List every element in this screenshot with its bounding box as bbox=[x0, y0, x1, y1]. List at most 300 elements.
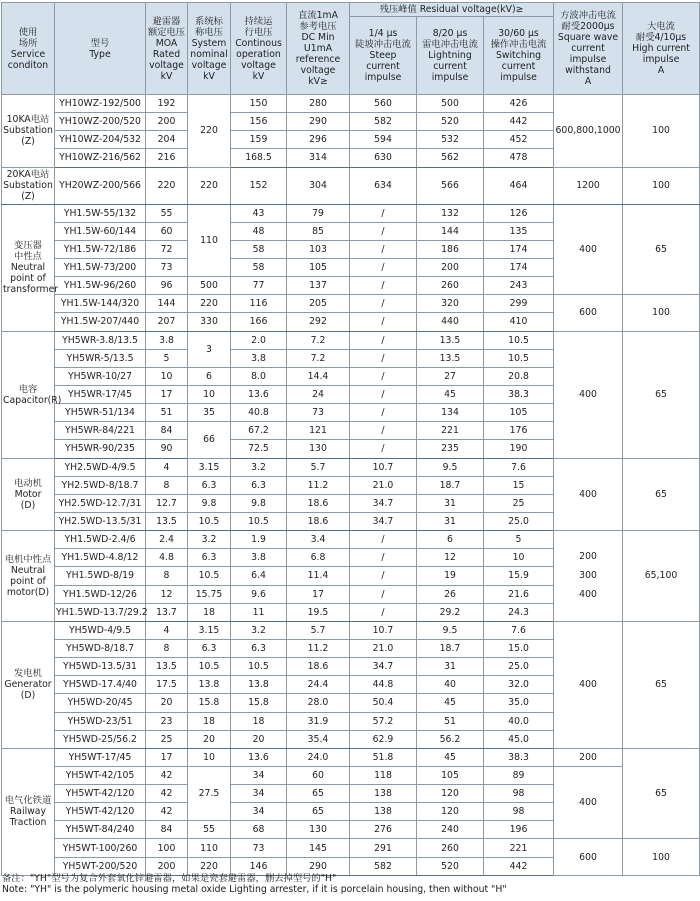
lightning-residual-cell: 235 bbox=[417, 440, 484, 458]
header-line: voltage bbox=[191, 59, 227, 71]
lightning-residual-cell: 31 bbox=[417, 494, 484, 512]
dc-reference-cell: 280 bbox=[287, 95, 350, 113]
square-wave-cell: 400 bbox=[554, 458, 623, 531]
continuous-voltage-cell: 13.6 bbox=[231, 385, 287, 403]
model-cell: YH1.5W-73/200 bbox=[55, 258, 146, 276]
rated-voltage-cell: 8 bbox=[146, 567, 188, 585]
steep-residual-cell: / bbox=[350, 222, 417, 240]
rated-voltage-cell: 200 bbox=[146, 857, 188, 875]
model-cell: YH5WR-17/45 bbox=[55, 385, 146, 403]
header-line: 场所 bbox=[18, 37, 38, 49]
steep-residual-cell: / bbox=[350, 349, 417, 367]
header-line: current bbox=[433, 61, 467, 72]
header-rated-voltage bbox=[146, 3, 188, 95]
application-line: 中性点 bbox=[14, 251, 42, 263]
rated-voltage-cell: 12 bbox=[146, 585, 188, 603]
system-voltage-cell: 110 bbox=[188, 204, 231, 277]
lightning-residual-cell: 45 bbox=[417, 385, 484, 403]
model-cell: YH5WT-100/260 bbox=[55, 839, 146, 857]
dc-reference-cell: 11.4 bbox=[287, 567, 350, 585]
lightning-residual-cell: 31 bbox=[417, 512, 484, 530]
system-voltage-cell: 35 bbox=[188, 404, 231, 422]
switching-residual-cell: 243 bbox=[484, 277, 554, 295]
rated-voltage-cell: 72 bbox=[146, 240, 188, 258]
header-continuous-voltage bbox=[231, 3, 287, 95]
header-line: kV bbox=[203, 70, 215, 82]
continuous-voltage-cell: 156 bbox=[231, 113, 287, 131]
continuous-voltage-cell: 2.0 bbox=[231, 331, 287, 349]
dc-reference-cell: 60 bbox=[287, 766, 350, 784]
rated-voltage-cell: 5 bbox=[146, 349, 188, 367]
square-wave-line: 400 bbox=[579, 589, 597, 601]
model-cell: YH10WZ-200/520 bbox=[55, 113, 146, 131]
model-cell: YH5WT-84/240 bbox=[55, 821, 146, 839]
high-current-cell: 100 bbox=[623, 95, 700, 168]
header-line: current impulse bbox=[569, 43, 607, 65]
switching-residual-cell: 190 bbox=[484, 440, 554, 458]
dc-reference-cell: 7.2 bbox=[287, 331, 350, 349]
rated-voltage-cell: 204 bbox=[146, 131, 188, 149]
header-line: kV≥ bbox=[308, 76, 328, 87]
header-line: 避雷器 bbox=[152, 15, 181, 27]
header-line: voltage bbox=[149, 59, 184, 71]
lightning-residual-cell: 221 bbox=[417, 422, 484, 440]
application-line: (Z) bbox=[21, 191, 35, 203]
steep-residual-cell: 62.9 bbox=[350, 730, 417, 748]
steep-residual-cell: / bbox=[350, 385, 417, 403]
header-line: kV bbox=[160, 70, 173, 82]
application-cell bbox=[2, 95, 55, 168]
dc-reference-cell: 290 bbox=[287, 857, 350, 875]
dc-reference-cell: 11.2 bbox=[287, 476, 350, 494]
steep-residual-cell: 634 bbox=[350, 167, 417, 204]
application-line: Generator bbox=[4, 679, 52, 691]
header-line: Continous bbox=[235, 37, 282, 49]
switching-residual-cell: 299 bbox=[484, 295, 554, 313]
header-steep-current bbox=[350, 17, 417, 95]
system-voltage-cell: 10.5 bbox=[188, 512, 231, 530]
switching-residual-cell: 174 bbox=[484, 240, 554, 258]
table-row bbox=[2, 167, 700, 204]
square-wave-cell: 400 bbox=[554, 204, 623, 295]
model-cell: YH5WR-84/221 bbox=[55, 422, 146, 440]
steep-residual-cell: / bbox=[350, 603, 417, 621]
rated-voltage-cell: 4.8 bbox=[146, 549, 188, 567]
high-current-cell: 100 bbox=[623, 839, 700, 875]
model-cell: YH5WT-42/105 bbox=[55, 766, 146, 784]
model-cell: YH5WR-3.8/13.5 bbox=[55, 331, 146, 349]
rated-voltage-cell: 8 bbox=[146, 476, 188, 494]
application-line: (D) bbox=[20, 690, 36, 702]
steep-residual-cell: / bbox=[350, 549, 417, 567]
lightning-residual-cell: 532 bbox=[417, 131, 484, 149]
rated-voltage-cell: 25 bbox=[146, 730, 188, 748]
lightning-residual-cell: 260 bbox=[417, 277, 484, 295]
system-voltage-cell: 330 bbox=[188, 313, 231, 331]
application-line: Substation bbox=[3, 125, 53, 137]
switching-residual-cell: 135 bbox=[484, 222, 554, 240]
continuous-voltage-cell: 3.2 bbox=[231, 458, 287, 476]
continuous-voltage-cell: 34 bbox=[231, 785, 287, 803]
switching-residual-cell: 35.0 bbox=[484, 694, 554, 712]
steep-residual-cell: 276 bbox=[350, 821, 417, 839]
dc-reference-cell: 24.4 bbox=[287, 676, 350, 694]
header-line: 方波冲击电流 bbox=[560, 10, 616, 21]
square-wave-cell: 400 bbox=[554, 621, 623, 748]
steep-residual-cell: 10.7 bbox=[350, 458, 417, 476]
model-cell: YH5WD-17.4/40 bbox=[55, 676, 146, 694]
square-wave-cell: 400 bbox=[554, 331, 623, 458]
continuous-voltage-cell: 15.8 bbox=[231, 694, 287, 712]
header-line: 操作冲击电流 bbox=[490, 39, 547, 50]
lightning-residual-cell: 200 bbox=[417, 258, 484, 276]
application-line: 10KA电站 bbox=[6, 114, 50, 126]
switching-residual-cell: 15 bbox=[484, 476, 554, 494]
lightning-residual-cell: 45 bbox=[417, 748, 484, 766]
model-cell: YH5WD-25/56.2 bbox=[55, 730, 146, 748]
dc-reference-cell: 145 bbox=[287, 839, 350, 857]
switching-residual-cell: 21.6 bbox=[484, 585, 554, 603]
header-line: 雷电冲击电流 bbox=[422, 39, 478, 50]
header-line: 系统标 bbox=[195, 15, 223, 27]
rated-voltage-cell: 55 bbox=[146, 204, 188, 222]
header-line: 直流1mA bbox=[298, 10, 338, 21]
dc-reference-cell: 19.5 bbox=[287, 603, 350, 621]
model-cell: YH1.5W-55/132 bbox=[55, 204, 146, 222]
continuous-voltage-cell: 1.9 bbox=[231, 531, 287, 549]
system-voltage-cell: 66 bbox=[188, 422, 231, 458]
header-line: 额定电压 bbox=[147, 26, 186, 38]
header-line: 1/4 μs bbox=[368, 28, 398, 39]
continuous-voltage-cell: 72.5 bbox=[231, 440, 287, 458]
model-cell: YH5WR-90/235 bbox=[55, 440, 146, 458]
square-wave-cell: 600,800,1000 bbox=[554, 95, 623, 168]
dc-reference-cell: 5.7 bbox=[287, 621, 350, 639]
system-voltage-cell: 6.3 bbox=[188, 549, 231, 567]
continuous-voltage-cell: 48 bbox=[231, 222, 287, 240]
model-cell: YH2.5WD-4/9.5 bbox=[55, 458, 146, 476]
dc-reference-cell: 3.4 bbox=[287, 531, 350, 549]
system-voltage-cell: 3 bbox=[188, 331, 231, 367]
rated-voltage-cell: 4 bbox=[146, 621, 188, 639]
application-line: 发电机 bbox=[14, 668, 42, 680]
lightning-residual-cell: 132 bbox=[417, 204, 484, 222]
lightning-residual-cell: 105 bbox=[417, 766, 484, 784]
switching-residual-cell: 10 bbox=[484, 549, 554, 567]
model-cell: YH10WZ-216/562 bbox=[55, 149, 146, 167]
high-current-cell: 65 bbox=[623, 621, 700, 748]
switching-residual-cell: 176 bbox=[484, 422, 554, 440]
square-wave-line: 200 bbox=[579, 551, 597, 563]
application-cell bbox=[2, 167, 55, 204]
steep-residual-cell: 34.7 bbox=[350, 658, 417, 676]
dc-reference-cell: 85 bbox=[287, 222, 350, 240]
header-high-current bbox=[623, 3, 700, 95]
application-line: 电机中性点 bbox=[4, 553, 52, 565]
header-line: 行电压 bbox=[244, 26, 273, 38]
switching-residual-cell: 174 bbox=[484, 258, 554, 276]
header-line: 使用 bbox=[18, 26, 38, 38]
steep-residual-cell: / bbox=[350, 404, 417, 422]
system-voltage-cell: 13.8 bbox=[188, 676, 231, 694]
switching-residual-cell: 105 bbox=[484, 404, 554, 422]
lightning-residual-cell: 9.5 bbox=[417, 458, 484, 476]
continuous-voltage-cell: 20 bbox=[231, 730, 287, 748]
application-line: Capacitor(R) bbox=[3, 394, 62, 406]
lightning-residual-cell: 13.5 bbox=[417, 331, 484, 349]
rated-voltage-cell: 220 bbox=[146, 167, 188, 204]
application-line: Substation bbox=[3, 180, 53, 192]
steep-residual-cell: / bbox=[350, 567, 417, 585]
continuous-voltage-cell: 150 bbox=[231, 95, 287, 113]
dc-reference-cell: 79 bbox=[287, 204, 350, 222]
system-voltage-cell: 10.5 bbox=[188, 658, 231, 676]
continuous-voltage-cell: 166 bbox=[231, 313, 287, 331]
model-cell: YH10WZ-192/500 bbox=[55, 95, 146, 113]
switching-residual-cell: 126 bbox=[484, 204, 554, 222]
header-line: impulse bbox=[500, 72, 537, 83]
application-line: 变压器 bbox=[14, 240, 42, 252]
header-line: 持续运 bbox=[244, 15, 273, 27]
dc-reference-cell: 24 bbox=[287, 385, 350, 403]
header-line: voltage bbox=[300, 65, 336, 76]
header-switching-current bbox=[484, 17, 554, 95]
header-line: current bbox=[501, 61, 536, 72]
table-row bbox=[2, 458, 700, 476]
system-voltage-cell: 3.15 bbox=[188, 621, 231, 639]
header-line: Steep bbox=[369, 50, 397, 61]
application-cell bbox=[2, 531, 55, 622]
header-system-voltage bbox=[188, 3, 231, 95]
header-line: 30/60 μs bbox=[498, 28, 539, 39]
table-header bbox=[2, 3, 700, 95]
steep-residual-cell: / bbox=[350, 367, 417, 385]
steep-residual-cell: / bbox=[350, 258, 417, 276]
square-wave-cell: 600 bbox=[554, 295, 623, 331]
table-body bbox=[2, 95, 700, 876]
steep-residual-cell: 51.8 bbox=[350, 748, 417, 766]
header-type bbox=[55, 3, 146, 95]
rated-voltage-cell: 10 bbox=[146, 367, 188, 385]
continuous-voltage-cell: 34 bbox=[231, 803, 287, 821]
dc-reference-cell: 14.4 bbox=[287, 367, 350, 385]
switching-residual-cell: 15.9 bbox=[484, 567, 554, 585]
model-cell: YH5WT-17/45 bbox=[55, 748, 146, 766]
rated-voltage-cell: 207 bbox=[146, 313, 188, 331]
application-line: (D) bbox=[20, 499, 36, 511]
lightning-residual-cell: 562 bbox=[417, 149, 484, 167]
header-line: 耐受4/10μs bbox=[635, 32, 687, 43]
dc-reference-cell: 24.0 bbox=[287, 748, 350, 766]
dc-reference-cell: 304 bbox=[287, 167, 350, 204]
rated-voltage-cell: 60 bbox=[146, 222, 188, 240]
high-current-cell: 100 bbox=[623, 295, 700, 331]
application-cell bbox=[2, 331, 62, 458]
rated-voltage-cell: 8 bbox=[146, 639, 188, 657]
system-voltage-cell: 220 bbox=[188, 167, 231, 204]
rated-voltage-cell: 17 bbox=[146, 748, 188, 766]
switching-residual-cell: 24.3 bbox=[484, 603, 554, 621]
switching-residual-cell: 7.6 bbox=[484, 621, 554, 639]
high-current-cell: 65 bbox=[623, 458, 700, 531]
steep-residual-cell: 21.0 bbox=[350, 476, 417, 494]
system-voltage-cell: 220 bbox=[188, 857, 231, 875]
system-voltage-cell: 55 bbox=[188, 821, 231, 839]
lightning-residual-cell: 9.5 bbox=[417, 621, 484, 639]
dc-reference-cell: 18.6 bbox=[287, 512, 350, 530]
note-english: Note: "YH" is the polymeric housing metal oxide Lighting arrester, if it is porcelain housing, then without "H" bbox=[2, 884, 507, 895]
header-residual-voltage: 残压峰值 Residual voltage(kV)≥ bbox=[350, 3, 554, 17]
header-line: reference bbox=[295, 54, 341, 65]
continuous-voltage-cell: 152 bbox=[231, 167, 287, 204]
rated-voltage-cell: 20 bbox=[146, 694, 188, 712]
switching-residual-cell: 98 bbox=[484, 803, 554, 821]
dc-reference-cell: 296 bbox=[287, 131, 350, 149]
lightning-residual-cell: 320 bbox=[417, 295, 484, 313]
model-cell: YH5WD-4/9.5 bbox=[55, 621, 146, 639]
rated-voltage-cell: 23 bbox=[146, 712, 188, 730]
model-cell: YH2.5WD-12.7/31 bbox=[55, 494, 146, 512]
switching-residual-cell: 20.8 bbox=[484, 367, 554, 385]
model-cell: YH1.5W-72/186 bbox=[55, 240, 146, 258]
switching-residual-cell: 15.0 bbox=[484, 639, 554, 657]
table-row bbox=[2, 839, 700, 857]
lightning-residual-cell: 18.7 bbox=[417, 639, 484, 657]
dc-reference-cell: 6.8 bbox=[287, 549, 350, 567]
lightning-residual-cell: 40 bbox=[417, 676, 484, 694]
application-cell bbox=[2, 204, 59, 331]
arrester-spec-table bbox=[1, 2, 700, 876]
application-line: 电气化铁道 bbox=[4, 795, 52, 807]
application-line: Motor bbox=[14, 488, 42, 500]
steep-residual-cell: 582 bbox=[350, 113, 417, 131]
lightning-residual-cell: 134 bbox=[417, 404, 484, 422]
switching-residual-cell: 442 bbox=[484, 113, 554, 131]
system-voltage-cell: 9.8 bbox=[188, 494, 231, 512]
switching-residual-cell: 410 bbox=[484, 313, 554, 331]
header-line: current bbox=[366, 61, 400, 72]
switching-residual-cell: 38.3 bbox=[484, 748, 554, 766]
square-wave-cell: 600 bbox=[554, 839, 623, 875]
steep-residual-cell: / bbox=[350, 585, 417, 603]
steep-residual-cell: 560 bbox=[350, 95, 417, 113]
model-cell: YH5WD-13.5/31 bbox=[55, 658, 146, 676]
header-line: Rated bbox=[152, 48, 181, 60]
header-line: 耐受2000μs bbox=[561, 21, 615, 32]
steep-residual-cell: 138 bbox=[350, 785, 417, 803]
high-current-cell: 65 bbox=[623, 748, 700, 839]
header-line: 陡坡冲击电流 bbox=[355, 39, 411, 50]
rated-voltage-cell: 13.5 bbox=[146, 658, 188, 676]
lightning-residual-cell: 18.7 bbox=[417, 476, 484, 494]
dc-reference-cell: 137 bbox=[287, 277, 350, 295]
switching-residual-cell: 25 bbox=[484, 494, 554, 512]
system-voltage-cell: 15.8 bbox=[188, 694, 231, 712]
system-voltage-cell: 220 bbox=[188, 95, 231, 168]
header-line: 参考电压 bbox=[299, 21, 337, 32]
system-voltage-cell: 10 bbox=[188, 748, 231, 766]
application-line: Neutral bbox=[10, 262, 46, 274]
application-cell bbox=[2, 748, 55, 875]
steep-residual-cell: / bbox=[350, 422, 417, 440]
high-current-cell: 65,100 bbox=[623, 531, 700, 622]
dc-reference-cell: 121 bbox=[287, 422, 350, 440]
continuous-voltage-cell: 67.2 bbox=[231, 422, 287, 440]
application-line: motor(D) bbox=[6, 586, 50, 598]
continuous-voltage-cell: 9.8 bbox=[231, 494, 287, 512]
table-row bbox=[2, 331, 700, 349]
lightning-residual-cell: 19 bbox=[417, 567, 484, 585]
model-cell: YH1.5W-207/440 bbox=[55, 313, 146, 331]
lightning-residual-cell: 27 bbox=[417, 367, 484, 385]
header-line: A bbox=[584, 76, 592, 87]
model-cell: YH5WT-42/120 bbox=[55, 803, 146, 821]
dc-reference-cell: 28.0 bbox=[287, 694, 350, 712]
application-line: 20KA电站 bbox=[6, 169, 50, 181]
model-cell: YH2.5WD-8/18.7 bbox=[55, 476, 146, 494]
dc-reference-cell: 130 bbox=[287, 821, 350, 839]
switching-residual-cell: 221 bbox=[484, 839, 554, 857]
system-voltage-cell: 3.15 bbox=[188, 458, 231, 476]
continuous-voltage-cell: 11 bbox=[231, 603, 287, 621]
application-line: 电动机 bbox=[14, 477, 42, 489]
high-current-cell: 65 bbox=[623, 331, 700, 458]
notes bbox=[2, 873, 698, 895]
steep-residual-cell: 57.2 bbox=[350, 712, 417, 730]
header-line: Service bbox=[10, 48, 46, 60]
square-wave-cell: 1200 bbox=[554, 167, 623, 204]
system-voltage-cell: 6.3 bbox=[188, 476, 231, 494]
steep-residual-cell: / bbox=[350, 331, 417, 349]
header-line: conditon bbox=[7, 59, 49, 71]
dc-reference-cell: 5.7 bbox=[287, 458, 350, 476]
application-line: transformer bbox=[3, 284, 59, 296]
rated-voltage-cell: 12.7 bbox=[146, 494, 188, 512]
continuous-voltage-cell: 6.4 bbox=[231, 567, 287, 585]
model-cell: YH5WD-8/18.7 bbox=[55, 639, 146, 657]
application-line: Railway bbox=[10, 806, 46, 818]
header-line: 大电流 bbox=[647, 21, 675, 32]
header-line: Type bbox=[89, 48, 111, 60]
header-line: 8/20 μs bbox=[432, 28, 468, 39]
switching-residual-cell: 38.3 bbox=[484, 385, 554, 403]
dc-reference-cell: 205 bbox=[287, 295, 350, 313]
rated-voltage-cell: 144 bbox=[146, 295, 188, 313]
model-cell: YH5WR-5/13.5 bbox=[55, 349, 146, 367]
application-cell bbox=[2, 621, 55, 748]
continuous-voltage-cell: 43 bbox=[231, 204, 287, 222]
table-row bbox=[2, 95, 700, 113]
switching-residual-cell: 7.6 bbox=[484, 458, 554, 476]
dc-reference-cell: 65 bbox=[287, 785, 350, 803]
switching-residual-cell: 25.0 bbox=[484, 512, 554, 530]
model-cell: YH2.5WD-13.5/31 bbox=[55, 512, 146, 530]
dc-reference-cell: 11.2 bbox=[287, 639, 350, 657]
continuous-voltage-cell: 116 bbox=[231, 295, 287, 313]
header-line: 称电压 bbox=[195, 26, 223, 38]
switching-residual-cell: 10.5 bbox=[484, 331, 554, 349]
continuous-voltage-cell: 18 bbox=[231, 712, 287, 730]
lightning-residual-cell: 26 bbox=[417, 585, 484, 603]
rated-voltage-cell: 216 bbox=[146, 149, 188, 167]
model-cell: YH1.5WD-12/26 bbox=[55, 585, 146, 603]
lightning-residual-cell: 13.5 bbox=[417, 349, 484, 367]
table-row bbox=[2, 295, 700, 313]
application-cell bbox=[2, 458, 55, 531]
application-line: Traction bbox=[9, 817, 47, 829]
application-line: 电容 bbox=[18, 383, 38, 395]
header-line: impulse bbox=[642, 54, 680, 65]
